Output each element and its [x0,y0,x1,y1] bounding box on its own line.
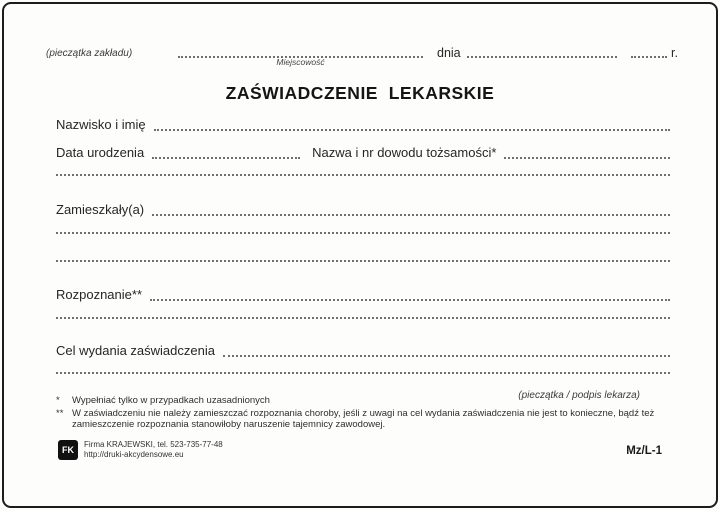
publisher-name: Firma KRAJEWSKI, tel. 523-735-77-48 [84,440,223,449]
date-label: dnia [437,45,461,60]
publisher-block [58,440,223,461]
footnote-marker: ** [56,407,64,419]
purpose-row [56,344,670,359]
birth-date-label: Data urodzenia [56,145,145,160]
header-row [46,44,678,67]
continuation-row [56,260,670,264]
publisher-lines [84,440,223,461]
continuation-row [56,317,670,321]
footnote-text: Wypełniać tylko w przypadkach uzasadnionych [72,395,270,406]
place-dotted-line [178,44,423,58]
dotted-line [56,260,670,262]
full-name-row [56,118,670,133]
footnote [56,395,680,407]
year-suffix: r. [671,45,678,60]
border-frame [2,2,718,508]
footnote-marker: * [56,395,60,406]
form-title: ZAŚWIADCZENIE LEKARSKIE [225,83,495,103]
purpose-label: Cel wydania zaświadczenia [56,343,215,358]
year-dotted-line [631,56,667,58]
address-dotted-line [152,214,670,216]
id-document-label: Nazwa i nr dowodu tożsamości* [312,145,497,160]
place-field [178,44,423,67]
publisher-logo-icon: FK [58,440,78,460]
dotted-line [56,317,670,319]
id-document-dotted-line [504,157,670,159]
date-dotted-line [467,56,617,58]
purpose-dotted-line [223,355,670,357]
footnote [56,408,680,431]
continuation-row [56,232,670,236]
signature-hint: (pieczątka / podpis lekarza) [518,390,640,401]
address-row [56,203,670,218]
place-hint: Miejscowość [276,57,325,67]
dotted-line [56,174,670,176]
address-label: Zamieszkały(a) [56,202,145,217]
dotted-line [56,372,670,374]
stamp-hint: (pieczątka zakładu) [46,47,133,59]
footnotes [56,395,680,432]
birth-id-row [56,146,670,161]
full-name-dotted-line [154,129,670,131]
continuation-row [56,174,670,178]
footnote-text: W zaświadczeniu nie należy zamieszczać rozpoznania choroby, jeśli z uwagi na cel wydania zaświadczenia nie jest to konieczne, bądź też zamieszczenie rozpoznania stanowiłoby naruszenie tajemnicy zawodowej. [72,407,655,431]
birth-date-dotted-line [152,157,300,159]
full-name-label: Nazwisko i imię [56,117,146,132]
form-code: Mz/L-1 [626,445,662,457]
publisher-url: http://druki-akcydensowe.eu [84,450,184,460]
diagnosis-label: Rozpoznanie** [56,287,143,302]
signature-line-row [56,372,670,376]
dotted-line [56,232,670,234]
diagnosis-dotted-line [150,299,670,301]
diagnosis-row [56,288,670,303]
